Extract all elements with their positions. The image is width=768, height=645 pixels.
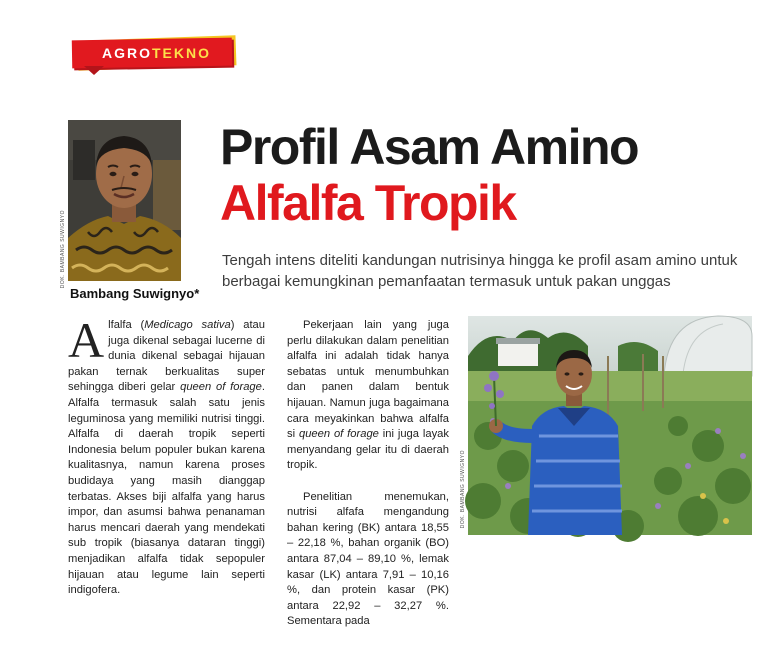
article-deck: Tengah intens diteliti kandungan nutrisinya hingga ke profil asam amino untuk berbagai kemungkinan pemanfaatan termasuk untuk pakan unggas (222, 252, 738, 290)
drop-cap: A (68, 312, 105, 368)
field-photo (468, 316, 752, 535)
author-name: Bambang Suwignyo* (70, 286, 200, 301)
body-paragraph: Alfalfa (Medicago sativa) atau juga dikenal sebagai lucerne di dunia dikenal sebagai hijauan pakan ternak berkualitas super sehingga diberi gelar queen of forage. Alfalfa termasuk salah satu jenis leguminosa yang memiliki nutrisi tinggi. Alfalfa di daerah tropik seperti Indonesia belum populer bukan karena kualitasnya, namun karena proses budidaya yang masih dianggap terbatas. Akses biji alfalfa yang harus impor, dan asumsi bahwa penanaman harus mencari daerah yang mendekati sub tropik (biasanya dataran tinggi) menjadikan alfalfa tidak sepopuler hijauan atau legume lain seperti indigofera. (68, 312, 265, 597)
body-column-1 (68, 312, 265, 599)
body-paragraph: Pekerjaan lain yang juga perlu dilakukan dalam penelitian alfalfa ini adalah tidak hanya sebatas untuk menumbuhkan dan panen dalam bentuk hijauan. Namun juga bagaimana cara meyakinkan bahwa alfalfa si queen of forage ini juga layak menyandang gelar itu di daerah tropik. (287, 319, 449, 472)
body-paragraph: Penelitian menemukan, nutrisi alfafa mengandung bahan kering (BK) antara 18,55 – 22,18 %, bahan organik (BO) antara 87,04 – 89,10 %, lemak kasar (LK) antara 7,91 – 10,16 %, dan protein kasar (PK) antara 22,92 – 32,27 %. Sementara pada (287, 490, 449, 628)
section-banner (72, 35, 240, 71)
headline-line-1: Profil Asam Amino (220, 119, 639, 175)
section-label: AGROTEKNO (102, 45, 211, 61)
headline-line-2: Alfalfa Tropik (220, 175, 516, 231)
author-photo-credit: DOK. BAMBANG SUWIGNYO (60, 210, 66, 289)
banner-tail (84, 66, 104, 75)
field-photo-credit: DOK. BAMBANG SUWIGNYO (460, 450, 466, 529)
body-column-2 (287, 318, 449, 645)
author-photo (68, 120, 181, 281)
